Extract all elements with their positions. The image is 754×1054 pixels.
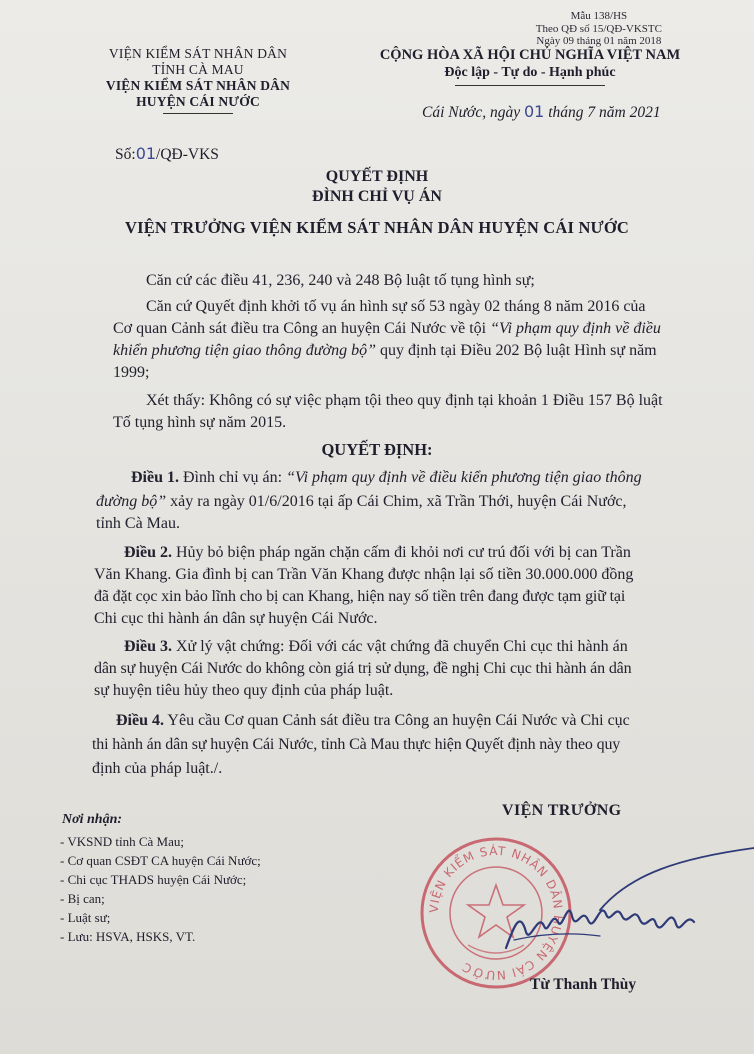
recipients-title-text: Nơi nhận [62,812,118,827]
basis-p2b [113,318,661,339]
org-line-2: TỈNH CÀ MAU [152,62,244,77]
article-1-line-3: tỉnh Cà Mau. [96,515,180,532]
article-2-line-2: Văn Khang. Gia đình bị can Trần Văn Khang được nhận lại số tiền 30.000.000 đồng [94,566,634,583]
form-code-block [536,10,662,48]
article-3-line-2: dân sự huyện Cái Nước do không còn giá trị sử dụng, đề nghị Chi cục thi hành án dân [94,660,632,677]
place-date [422,102,661,122]
article-1-case: “Vi phạm quy định về điều kiển phương tiện giao thông [286,469,642,486]
article-1-label: Điều 1. [131,469,179,486]
article-1-location: xảy ra ngày 01/6/2016 tại ấp Cái Chim, xã Trần Thới, huyện Cái Nước, [170,493,627,510]
article-2-label: Điều 2. [124,544,172,561]
issuing-organization [78,46,318,114]
basis-p3b: Tố tụng hình sự năm 2015. [113,414,287,431]
article-1-line-2 [96,491,627,512]
title-subject: ĐÌNH CHỈ VỤ ÁN [312,188,442,205]
article-2-line-1 [124,542,631,563]
document-number [115,144,219,164]
title-decision: QUYẾT ĐỊNH [325,168,429,185]
article-4-line-3: định của pháp luật./. [92,760,223,777]
article-3-label: Điều 3. [124,638,172,655]
recipient-item: - VKSND tỉnh Cà Mau; [60,834,184,849]
recipient-item: - Luật sư; [60,910,111,925]
recipient-item: - Lưu: HSVA, HSKS, VT. [60,929,196,944]
form-date: Ngày 09 tháng 01 năm 2018 [536,35,662,47]
basis-p2d: 1999; [113,364,150,381]
org-underline [163,113,233,114]
nation-motto: Độc lập - Tự do - Hạnh phúc [444,65,616,80]
basis-p3a: Xét thấy: Không có sự việc phạm tội theo quy định tại khoản 1 Điều 157 Bộ luật [146,392,663,409]
article-3-text: Xử lý vật chứng: Đối với các vật chứng đã chuyển Chi cục thi hành án [176,638,628,655]
handwritten-signature [430,840,754,960]
article-3-line-3: sự huyện tiêu hủy theo quy định của pháp luật. [94,682,394,699]
recipient-item: - Bị can; [60,891,105,906]
article-4-line-1 [116,710,630,731]
basis-p2c-crime: khiển phương tiện giao thông đường bộ” [113,342,376,359]
article-2-line-4: Chi cục thi hành án dân sự huyện Cái Nước. [94,610,378,627]
article-3-line-1 [124,636,628,657]
form-code: Mẫu 138/HS [570,10,628,22]
recipients-title: Nơi nhận: [62,812,123,827]
seal-text: VIỆN KIỂM SÁT NHÂN DÂN HUYỆN CÁI NƯỚC [426,843,566,983]
article-4-line-2: thi hành án dân sự huyện Cái Nước, tỉnh Cà Mau thực hiện Quyết định này theo quy [92,736,621,753]
recipient-item: - Cơ quan CSĐT CA huyện Cái Nước; [60,853,261,868]
article-2-line-3: đã đặt cọc xin bảo lĩnh cho bị can Khang, hiện nay số tiền trên đang được tạm giữ tại [94,588,626,605]
number-value: 01 [135,144,157,163]
org-line-4: HUYỆN CÁI NƯỚC [136,94,260,109]
signatory-position: VIỆN TRƯỞNG [502,802,622,819]
article-1-text: Đình chỉ vụ án: [183,469,283,486]
article-1-line-1 [131,467,642,488]
place-date-day: 01 [523,102,545,121]
org-line-1: VIỆN KIỂM SÁT NHÂN DÂN [108,46,288,61]
basis-p2c-text: quy định tại Điều 202 Bộ luật Hình sự năm [379,342,657,359]
place-date-prefix: Cái Nước, ngày [422,104,521,121]
decision-heading: QUYẾT ĐỊNH: [321,440,433,459]
signatory-name: Từ Thanh Thùy [530,976,637,993]
basis-p2c [113,340,657,361]
basis-p2b-crime: “Vi phạm quy định về điều [490,320,661,337]
recipient-item: - Chi cục THADS huyện Cái Nước; [60,872,247,887]
number-prefix: Số: [115,146,136,163]
place-date-suffix: tháng 7 năm 2021 [548,104,661,121]
org-line-3: VIỆN KIỂM SÁT NHÂN DÂN [105,78,291,93]
form-ref: Theo QĐ số 15/QĐ-VKSTC [535,22,662,35]
number-suffix: /QĐ-VKS [156,146,219,163]
article-4-text: Yêu cầu Cơ quan Cảnh sát điều tra Công an huyện Cái Nước và Chi cục [167,712,630,729]
basis-p2b-text: Cơ quan Cảnh sát điều tra Công an huyện Cái Nước về tội [113,320,487,337]
nation-name: CỘNG HÒA XÃ HỘI CHỦ NGHĨA VIỆT NAM [379,47,681,63]
basis-p2a: Căn cứ Quyết định khởi tố vụ án hình sự số 53 ngày 02 tháng 8 năm 2016 của [146,298,646,315]
article-4-label: Điều 4. [116,712,164,729]
article-1-case-cont: đường bộ” [96,493,167,510]
article-2-text: Hủy bỏ biện pháp ngăn chặn cấm đi khỏi nơi cư trú đối với bị can Trần [176,544,631,561]
motto-underline [455,85,605,86]
title-authority: VIỆN TRƯỞNG VIỆN KIỂM SÁT NHÂN DÂN HUYỆN CÁI NƯỚC [124,218,630,237]
national-header [360,46,700,86]
basis-p1: Căn cứ các điều 41, 236, 240 và 248 Bộ luật tố tụng hình sự; [146,272,535,289]
